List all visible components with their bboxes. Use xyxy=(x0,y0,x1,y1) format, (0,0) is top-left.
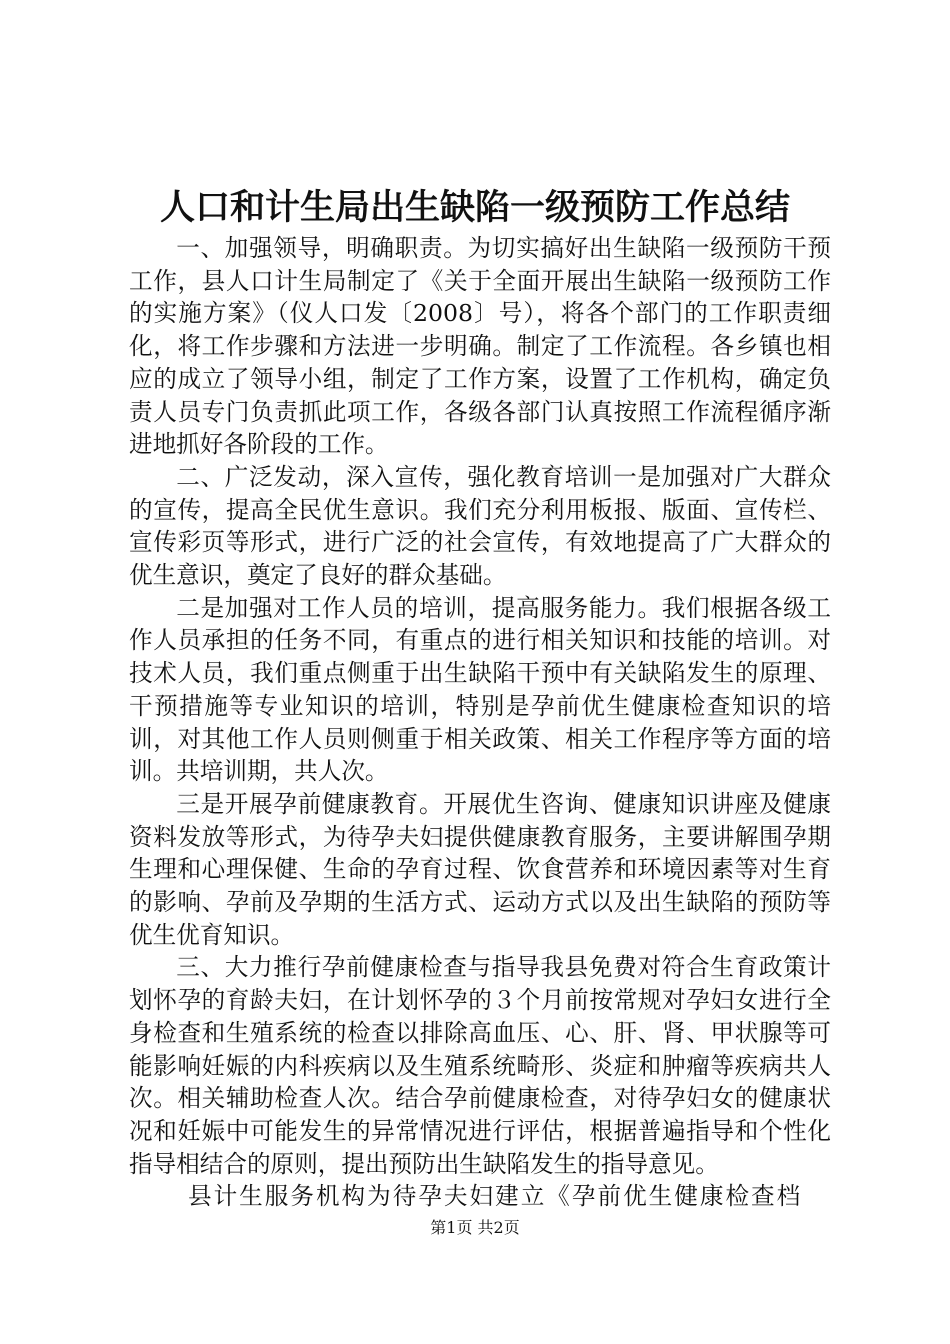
document-title: 人口和计生局出生缺陷一级预防工作总结 xyxy=(159,187,790,228)
paragraph-archive: 县计生服务机构为待孕夫妇建立《孕前优生健康检查档 xyxy=(188,1182,803,1211)
document-body xyxy=(129,232,831,1213)
paragraph-staff-training: 二是加强对工作人员的培训，提高服务能力。我们根据各级工作人员承担的任务不同，有重点的进行相关知识和技能的培训。对技术人员，我们重点侧重于出生缺陷干预中有关缺陷发生的原理、干预措施等专业知识的培训，特别是孕前优生健康检查知识的培训，对其他工作人员则侧重于相关政策、相关工作程序等方面的培训。共培训期，共人次。 xyxy=(129,593,831,786)
paragraph-prenatal-checkup: 三、大力推行孕前健康检查与指导我县免费对符合生育政策计划怀孕的育龄夫妇，在计划怀孕的３个月前按常规对孕妇女进行全身检查和生殖系统的检查以排除高血压、心、肝、肾、甲状腺等可能影响妊娠的内科疾病以及生殖系统畸形、炎症和肿瘤等疾病共人次。相关辅助检查人次。结合孕前健康检查，对待孕妇女的健康状况和妊娠中可能发生的异常情况进行评估，根据普遍指导和个性化指导相结合的原则，提出预防出生缺陷发生的指导意见。 xyxy=(129,953,831,1178)
paragraph-publicity: 二、广泛发动，深入宣传，强化教育培训一是加强对广大群众的宣传，提高全民优生意识。我们充分利用板报、版面、宣传栏、宣传彩页等形式，进行广泛的社会宣传，有效地提高了广大群众的优生意识，奠定了良好的群众基础。 xyxy=(129,462,831,590)
paragraph-health-education: 三是开展孕前健康教育。开展优生咨询、健康知识讲座及健康资料发放等形式，为待孕夫妇提供健康教育服务，主要讲解围孕期生理和心理保健、生命的孕育过程、饮食营养和环境因素等对生育的影响、孕前及孕期的生活方式、运动方式以及出生缺陷的预防等优生优育知识。 xyxy=(129,789,831,949)
paragraph-leadership: 一、加强领导，明确职责。为切实搞好出生缺陷一级预防干预工作，县人口计生局制定了《关于全面开展出生缺陷一级预防工作的实施方案》（仪人口发〔2008〕号），将各个部门的工作职责细化，将工作步骤和方法进一步明确。制定了工作流程。各乡镇也相应的成立了领导小组，制定了工作方案，设置了工作机构，确定负责人员专门负责抓此项工作，各级各部门认真按照工作流程循序渐进地抓好各阶段的工作。 xyxy=(129,234,831,459)
page-footer: 第1页 共2页 xyxy=(430,1218,520,1237)
